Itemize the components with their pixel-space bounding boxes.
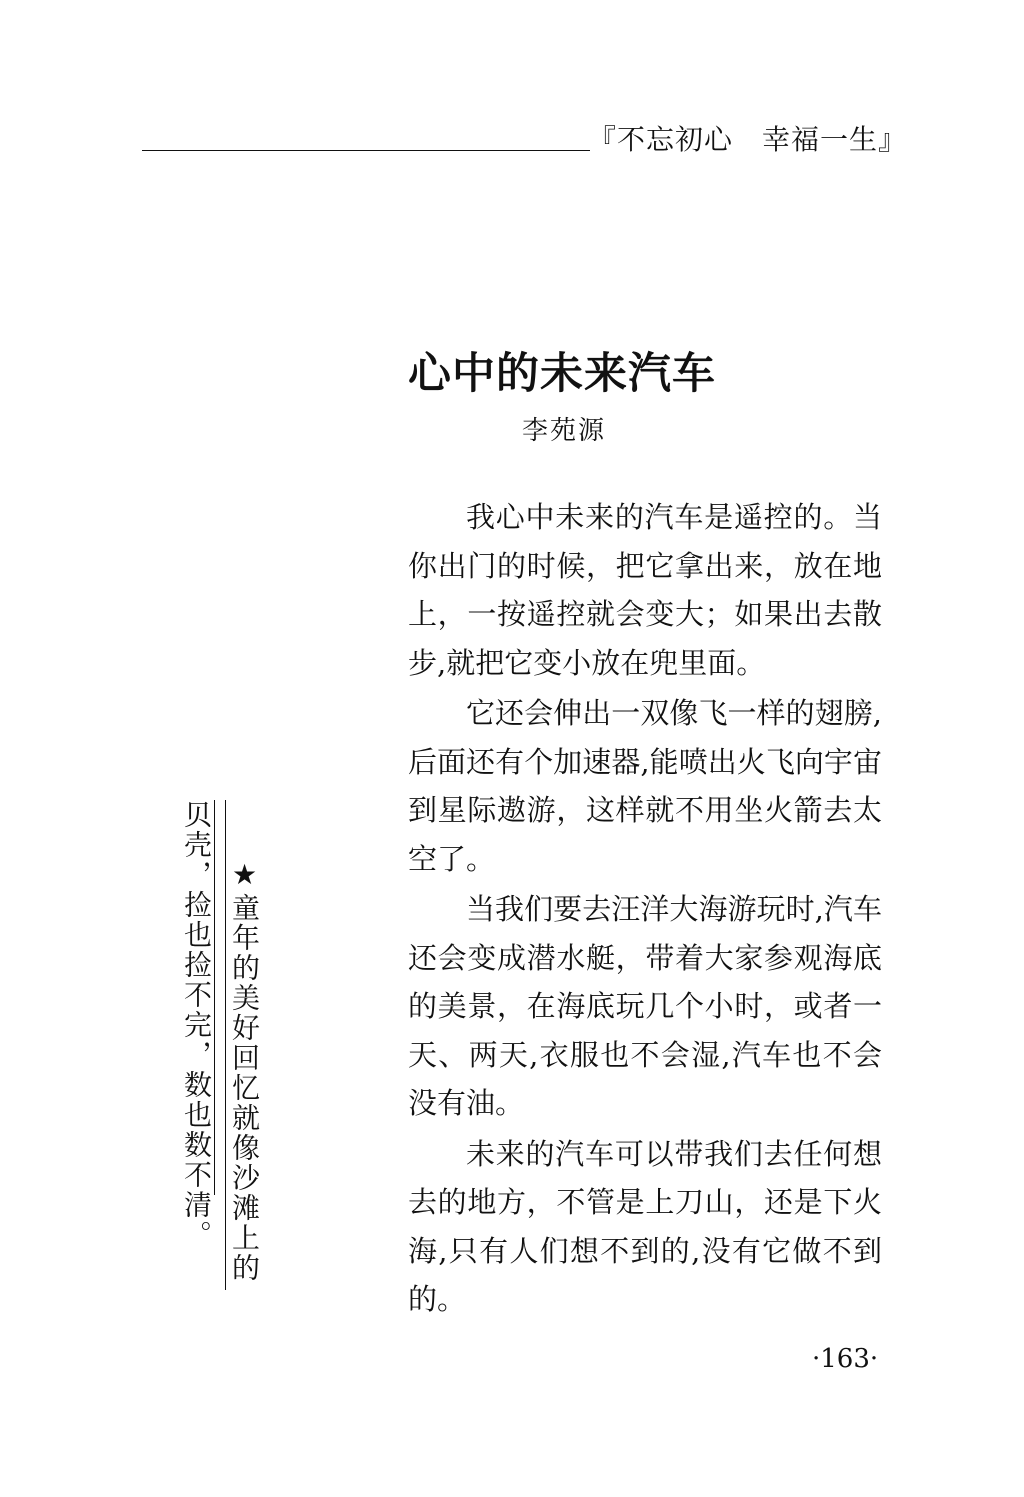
- paragraph-1: 我心中未来的汽车是遥控的。当你出门的时候，把它拿出来，放在地上，一按遥控就会变大；如果出去散步,就把它变小放在兜里面。: [408, 500, 882, 680]
- page-number: ·163·: [812, 1344, 879, 1374]
- article-body: [408, 493, 882, 1326]
- running-header: 『不忘初心 幸福一生』: [588, 123, 908, 156]
- side-quote: [180, 800, 260, 1290]
- author-name: 李苑源: [522, 416, 607, 446]
- paragraph-4: 未来的汽车可以带我们去任何想去的地方，不管是上刀山，还是下火海,只有人们想不到的,没有它做不到的。: [408, 1136, 882, 1316]
- side-quote-line-2: 贝壳，捡也捡不完，数也数不清。: [180, 800, 213, 1250]
- paragraph-3: 当我们要去汪洋大海游玩时,汽车还会变成潜水艇，带着大家参观海底的美景，在海底玩几个小时，或者一天、两天,衣服也不会湿,汽车也不会没有油。: [408, 892, 882, 1120]
- side-quote-line-1: ★童年的美好回忆就像沙滩上的: [225, 800, 260, 1290]
- paragraph-2: 它还会伸出一双像飞一样的翅膀,后面还有个加速器,能喷出火飞向宇宙到星际遨游，这样就不用坐火箭去太空了。: [408, 696, 882, 876]
- header-rule: [142, 150, 590, 151]
- article-title: 心中的未来汽车: [408, 349, 716, 399]
